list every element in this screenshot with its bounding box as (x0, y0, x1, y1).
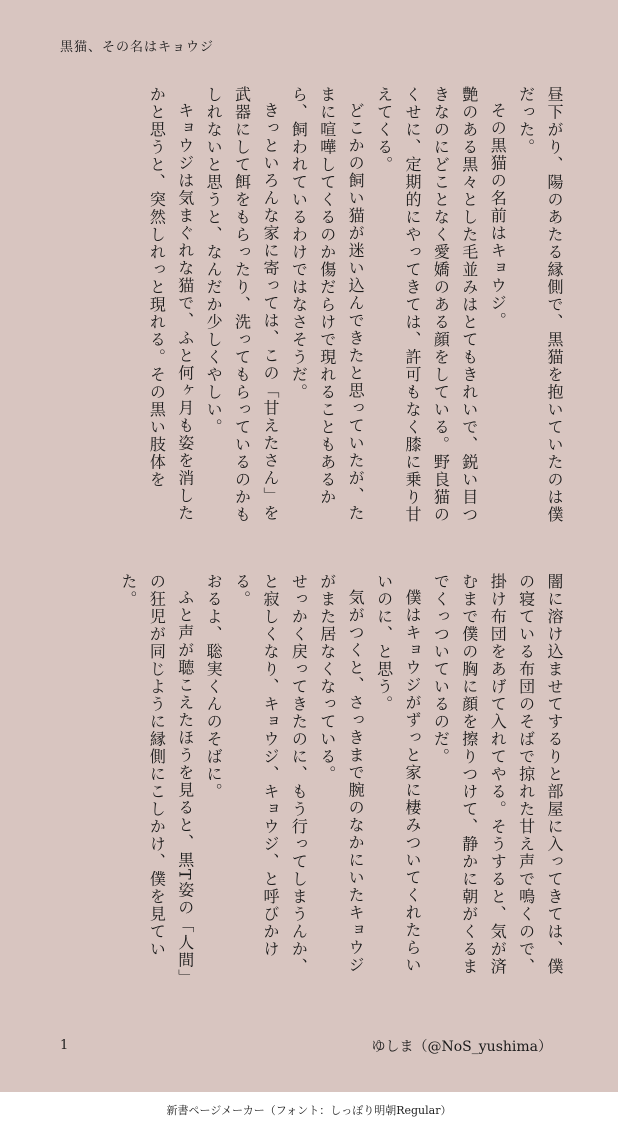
paragraph: ふと声が聴こえたほうを見ると、黒T姿の「人間」の狂児が同じように縁側にこしかけ、僕を見ていた。 (118, 573, 195, 979)
text-block-top (62, 86, 568, 526)
paragraph: 昼下がり、陽のあたる縁側で、黒猫を抱いていたのは僕だった。 (516, 86, 564, 524)
page-number: 1 (60, 1038, 69, 1053)
generator-credit: 新書ページメーカー（フォント：しっぽり明朝Regular） (166, 1104, 452, 1117)
paragraph: 僕はキョウジがずっと家に棲みついてくれたらいいのに、と思う。 (374, 573, 422, 974)
paragraph: どこかの飼い猫が迷い込んできたと思っていたが、たまに喧嘩してくるのか傷だらけで現れることもあるから、飼われているわけではなさそうだ。 (289, 86, 366, 522)
author-credit: ゆしま（@NoS_yushima） (371, 1039, 552, 1055)
paragraph: 闇に溶け込ませてするりと部屋に入ってきては、僕の寝ている布団のそばで掠れた甘え声で鳴くので、掛け布団をあげて入れてやる。そうすると、気が済むまで僕の胸に顔を擦りつけて、静かに朝がくるまでくっついているのだ。 (431, 573, 564, 976)
paragraph: その黒猫の名前はキョウジ。 (488, 102, 508, 330)
paragraph: きっといろんな家に寄っては、この「甘えたさん」を武器にして餌をもらったり、洗ってもらっているのかもしれないと思うと、なんだか少しくやしい。 (204, 86, 280, 524)
running-title: 黒猫、その名はキョウジ (60, 40, 215, 55)
paragraph: せっかく戻ってきたのに、もう行ってしまうんか、と寂しくなり、キョウジ、キョウジ、と呼びかける。 (232, 573, 309, 976)
text-block-bottom (62, 573, 568, 983)
paragraph: 気がつくと、さっきまで腕のなかにいたキョウジがまた居なくなっている。 (317, 573, 366, 974)
paragraph: おるよ、聡実くんのそばに。 (204, 573, 224, 801)
paragraph: 艶のある黒々とした毛並みはとてもきれいで、鋭い目つきなのにどことなく愛嬌のある顔をしている。野良猫のくせに、定期的にやってきては、許可もなく膝に乗り甘えてくる。 (374, 86, 479, 524)
paragraph: キョウジは気まぐれな猫で、ふと何ヶ月も姿を消したかと思うと、突然しれっと現れる。その黒い肢体を (147, 86, 195, 522)
